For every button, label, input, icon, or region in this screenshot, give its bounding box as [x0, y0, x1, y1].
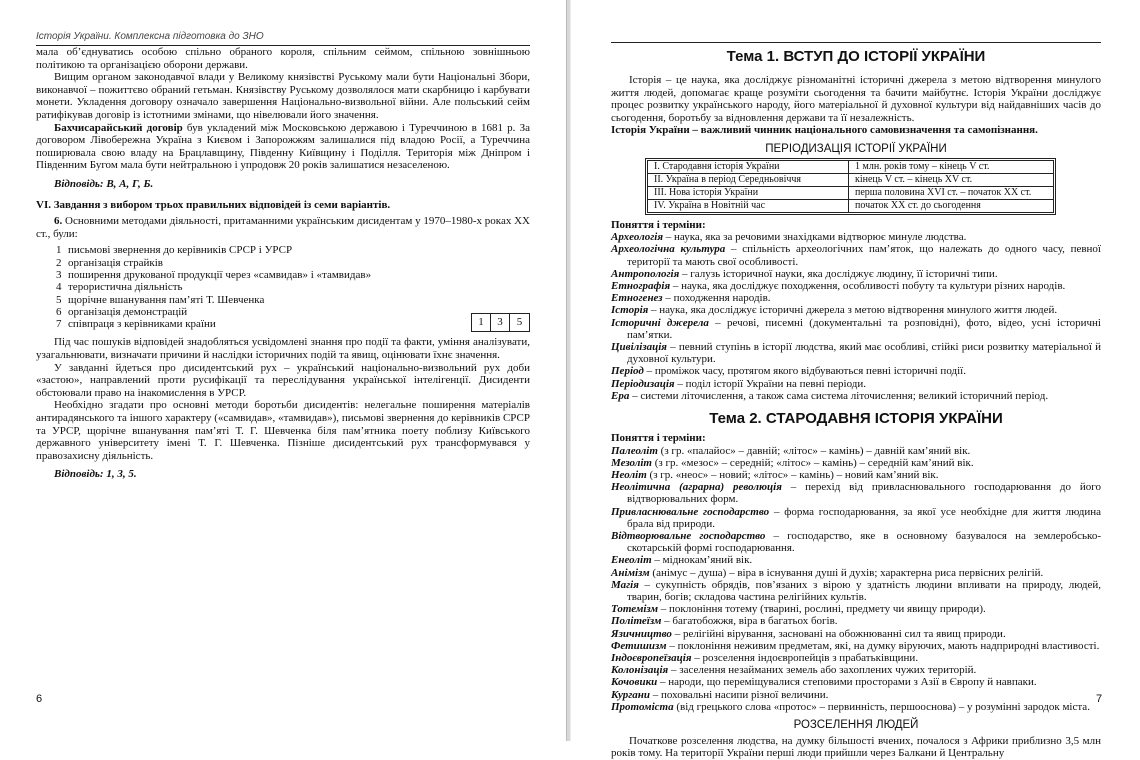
- term-word: Цивілізація: [611, 340, 667, 353]
- intro-bold: Історія України – важливий чинник національного самовизначення та самопізнання.: [611, 124, 1038, 137]
- term-entry: [611, 676, 1101, 688]
- section-heading: VI. Завдання з вибором трьох правильних відповідей із семи варіантів.: [36, 198, 391, 211]
- term-word: Магія: [611, 578, 639, 591]
- option-number: 3: [56, 268, 62, 281]
- answer-line: Відповідь: 1, 3, 5.: [54, 468, 137, 481]
- term-word: Колонізація: [611, 664, 669, 677]
- option-item: [56, 257, 530, 269]
- settlement-heading: РОЗСЕЛЕННЯ ЛЮДЕЙ: [793, 719, 919, 732]
- period-time: початок XX ст. до сьогодення: [849, 199, 1054, 212]
- term-word: Протоміста: [611, 700, 674, 713]
- term-definition: – форма господарювання, за якої усе необхідне для життя людина брала від природи.: [627, 505, 1101, 530]
- question-6: [36, 215, 530, 240]
- term-word: Кургани: [611, 688, 651, 701]
- term-definition: – міднокам’яний вік.: [651, 554, 753, 567]
- paragraph: Під час пошуків відповідей знадобляться усвідомлені знання про події та факти, уміння аналізувати, узагальнювати, визначати причини й наслідки історичних подій та явищ, оцінювати їхнє значення.: [36, 336, 530, 361]
- term-definition: – наука, яка досліджує історичні джерела з метою відтворення минулого життя людей.: [648, 304, 1058, 317]
- term-entry: [611, 481, 1101, 505]
- right-column: [611, 44, 1101, 760]
- term-definition: – наука, яка за речовими знахідками відтворює минуле людства.: [663, 231, 967, 244]
- paragraph: Початкове розселення людства, на думку більшості вчених, почалося з Африки приблизно 3,5 млн років тому. На території України перші люди прийшли через Балкани й Центральну: [611, 734, 1101, 760]
- term-word: Ера: [611, 389, 630, 402]
- term-entry: [611, 530, 1101, 554]
- term-word: Анімізм: [611, 566, 650, 579]
- term-word: Привласнювальне господарство: [611, 505, 770, 518]
- option-number: 4: [56, 281, 62, 294]
- term-definition: – релігійні вірування, засновані на обожнюванні сил та явищ природи.: [671, 627, 1006, 640]
- period-time: перша половина XVI ст. – початок XX ст.: [849, 186, 1054, 199]
- term-entry: [611, 231, 1101, 243]
- term-entry: [611, 292, 1101, 304]
- term-word: Антропологія: [611, 267, 680, 280]
- term-entry: [611, 378, 1101, 390]
- term-word: Етнографія: [611, 279, 671, 292]
- paragraph: мала об’єднуватись особою спільно обраного короля, спільним сеймом, спільною зовнішньою політикою та організацією оборони держави.: [36, 46, 530, 71]
- running-head: Історія України. Комплексна підготовка до ЗНО: [36, 31, 530, 46]
- option-item: [56, 306, 530, 318]
- term-word: Неолітична (аграрна) революція: [611, 481, 782, 494]
- question-number: 6.: [54, 215, 63, 228]
- term-entry: [611, 304, 1101, 316]
- term-word: Відтворювальне господарство: [611, 530, 766, 543]
- periodization-table: [647, 160, 1054, 213]
- term-entry: [611, 628, 1101, 640]
- term-definition: – походження народів.: [662, 292, 771, 305]
- term-definition: – перехід від привласнювального господарювання до його відтворювальних форм.: [627, 481, 1101, 506]
- term-entry: [611, 445, 1101, 457]
- term-entry: [611, 652, 1101, 664]
- terms-list: [611, 231, 1101, 402]
- answer-box-cell: 1: [472, 314, 491, 331]
- term-definition: (з гр. «неос» – новий; «літос» – камінь) – новий кам’яний вік.: [646, 469, 939, 481]
- option-text: терористична діяльність: [68, 281, 183, 294]
- term-entry: [611, 603, 1101, 615]
- term-definition: – розселення індоєвропейців з прабатьківщини.: [691, 652, 919, 665]
- term-definition: – народи, що переміщувалися степовими просторами з Азії в Європу й навпаки.: [657, 676, 1037, 689]
- term-entry: [611, 664, 1101, 676]
- periodization-heading: ПЕРІОДИЗАЦІЯ ІСТОРІЇ УКРАЇНИ: [765, 142, 947, 155]
- page-number: 7: [1096, 693, 1103, 705]
- term-word: Археологія: [611, 231, 664, 244]
- period-name: III. Нова історія України: [648, 186, 849, 199]
- options-list: [56, 244, 530, 330]
- left-page: [0, 0, 566, 741]
- term-entry: [611, 701, 1101, 713]
- option-number: 5: [56, 293, 62, 306]
- term-entry: [611, 469, 1101, 481]
- term-definition: – галузь історичної науки, яка досліджує людину, її історичні типи.: [679, 267, 998, 280]
- term-word: Політеїзм: [611, 615, 662, 628]
- term-entry: [611, 280, 1101, 292]
- option-item: [56, 244, 530, 256]
- term-definition: – поділ історії України на певні періоди.: [674, 377, 867, 390]
- term-entry: [611, 268, 1101, 280]
- term-definition: – проміжок часу, протягом якого відбуваються певні історичні події.: [643, 365, 966, 378]
- term-word: Тотемізм: [611, 603, 658, 616]
- answer-line: Відповідь: В, А, Г, Б.: [54, 177, 154, 190]
- term-word: Енеоліт: [611, 554, 652, 567]
- option-text: щорічне вшанування пам’яті Т. Шевченка: [68, 293, 265, 306]
- term-word: Кочовики: [611, 676, 658, 689]
- term-word: Фетишизм: [611, 639, 667, 652]
- term-definition: – заселення незайманих земель або захоплених чужих територій.: [668, 664, 977, 677]
- option-item: [56, 281, 530, 293]
- term-definition: – системи літочислення, а також сама система літочислення; великий історичний період.: [629, 389, 1049, 402]
- term-word: Язичництво: [611, 627, 672, 640]
- topic-title: Тема 1. ВСТУП ДО ІСТОРІЇ УКРАЇНИ: [726, 48, 986, 65]
- term-word: Етногенез: [611, 292, 663, 305]
- option-number: 1: [56, 244, 62, 257]
- term-entry: [611, 640, 1101, 652]
- term-entry: [611, 390, 1101, 402]
- period-time: 1 млн. років тому – кінець V ст.: [849, 160, 1054, 173]
- term-entry: [611, 341, 1101, 365]
- term-bakhchysarai: Бахчисарайський договір: [54, 121, 183, 134]
- answer-box: [471, 313, 530, 332]
- term-definition: – речові, писемні (документальні та розповідні), фото, відео, усні історичні пам’ятки.: [627, 316, 1101, 341]
- term-entry: [611, 579, 1101, 603]
- left-column: [36, 46, 530, 481]
- term-entry: [611, 554, 1101, 566]
- terms-heading: Поняття і терміни:: [611, 432, 706, 444]
- paragraph: Вищим органом законодавчої влади у Великому князівстві Руському мали бути Національні Збори, виконавчої – пожиттєво обраний гетьман. Князівству Руському дозволялося мати скарбницю і карбувати монети. Укладення договору означало завершення Національно-визвольної війни. Але польський сейм ратифікував договір із істотними змінами, що нівелювали його значення.: [36, 71, 530, 121]
- term-definition: – спільність археологічних пам’яток, що належать до одного часу, певної території та мають свої особливості.: [627, 243, 1101, 268]
- term-entry: [611, 567, 1101, 579]
- option-number: 2: [56, 256, 62, 269]
- table-row: [648, 186, 1054, 199]
- terms-heading: Поняття і терміни:: [611, 218, 706, 231]
- paragraph: Необхідно згадати про основні методи боротьби дисидентів: нелегальне поширення матеріалів антирадянського та іншого характеру («самвидав», «тамвидав»), письмові звернення до керівників СРСР та УРСР, щорічне вшанування пам’яті Т. Г. Шевченка біля пам’ятника поету поблизу Київського державного університету імені Т. Г. Шевченка. Пізніше дисидентський рух трансформувався у правозахисну діяльність.: [36, 399, 530, 462]
- right-page: [571, 0, 1140, 760]
- option-item: [56, 294, 530, 306]
- option-text: поширення друкованої продукції через «самвидав» і «тамвидав»: [68, 268, 372, 281]
- table-row: [648, 173, 1054, 186]
- terms-list: [611, 445, 1101, 713]
- table-row: [648, 199, 1054, 212]
- period-name: IV. Україна в Новітній час: [648, 199, 849, 212]
- period-time: кінець V ст. – кінець XV ст.: [849, 173, 1054, 186]
- option-item: [56, 269, 530, 281]
- period-name: II. Україна в період Середньовіччя: [648, 173, 849, 186]
- term-definition: – наука, яка досліджує походження, особливості побуту та культури різних народів.: [670, 279, 1066, 292]
- term-definition: – поховальні насипи різної величини.: [650, 688, 829, 701]
- term-definition: – багатобожжя, віра в багатьох богів.: [661, 615, 838, 628]
- answer-box-cell: 5: [516, 316, 523, 329]
- term-entry: [611, 365, 1101, 377]
- question-text: Основними методами діяльності, притаманними українським дисидентам у 1970–1980-х роках XX ст., були:: [36, 215, 530, 240]
- term-word: Період: [611, 365, 644, 378]
- term-definition: (з гр. «мезос» – середній; «літос» – камінь) – середній кам’яний вік.: [652, 456, 974, 469]
- intro-paragraph: Історія – це наука, яка досліджує різноманітні історичні джерела з метою відтворення минулого життя людей, допомагає краще розуміти сьогодення та бачити майбутнє. Історія України досліджує процес розвитку українського народу, його матеріальної й духовної культури від найдавніших часів до сьогодення, боротьбу за відновлення держави та її незалежність.: [611, 74, 1101, 124]
- option-item: [56, 318, 530, 330]
- term-entry: [611, 243, 1101, 267]
- period-name: I. Стародавня історія України: [648, 160, 849, 173]
- term-definition: – поклоніння тотему (тварині, рослині, предмету чи явищу природи).: [658, 603, 986, 616]
- term-entry: [611, 506, 1101, 530]
- term-word: Палеоліт: [611, 444, 658, 457]
- term-entry: [611, 615, 1101, 627]
- page-number: 6: [36, 693, 43, 705]
- option-number: 6: [56, 305, 62, 318]
- term-word: Мезоліт: [611, 456, 652, 469]
- paragraph-text: був укладений між Московською державою і Туреччиною в 1681 р. За договором Лівобережна Україна з Києвом і Запорожжям залишалися під владою Росії, а Туреччина поширювала свою владу на Брацлавщину, Південну Київщину і Поділля. Територія між Дніпром і Південним Бугом мала бути нейтральною і упродовж 20 років залишатися незаселеною.: [36, 121, 530, 172]
- term-entry: [611, 317, 1101, 341]
- term-word: Історичні джерела: [611, 316, 709, 329]
- answer-box-cell: 3: [491, 314, 510, 331]
- paragraph: У завданні йдеться про дисидентський рух – український національно-визвольний рух доби «застою», направлений проти русифікації та переслідування української інтелігенції. Дисиденти обстоювали право на інакомислення в УРСР.: [36, 361, 530, 399]
- term-definition: (з гр. «палайос» – давній; «літос» – камінь) – давній кам’яний вік.: [657, 444, 971, 457]
- term-definition: – певний ступінь в історії людства, який має особливі, стійкі риси розвитку матеріальної й духовної культури.: [627, 340, 1101, 366]
- term-definition: – сукупність обрядів, пов’язаних з вірою у здатність людини впливати на природу, людей, тварин, богів; складова частина релігійних культів.: [627, 578, 1101, 604]
- term-definition: – господарство, яке в основному базувалося на землеробсько-скотарській формі господарювання.: [627, 530, 1101, 555]
- term-word: Періодизація: [611, 377, 675, 390]
- term-word: Археологічна культура: [611, 243, 726, 256]
- term-word: Історія: [611, 304, 649, 317]
- term-entry: [611, 689, 1101, 701]
- table-row: [648, 160, 1054, 173]
- topic-title: Тема 2. СТАРОДАВНЯ ІСТОРІЯ УКРАЇНИ: [709, 410, 1003, 427]
- paragraph: [36, 122, 530, 172]
- term-definition: (анімус – душа) – віра в існування душі й духів; характерна риса первісних релігій.: [649, 566, 1044, 579]
- option-number: 7: [56, 318, 62, 331]
- option-text: співпраця з керівниками країни: [68, 318, 216, 331]
- term-entry: [611, 457, 1101, 469]
- header-rule: [611, 42, 1101, 43]
- option-text: організація демонстрацій: [68, 305, 188, 318]
- option-text: організація страйків: [68, 256, 164, 269]
- term-word: Неоліт: [611, 469, 647, 481]
- option-text: письмові звернення до керівників СРСР і УРСР: [68, 244, 293, 257]
- term-definition: (від грецького слова «протос» – первинність, першооснова) – у розумінні зародок міста.: [673, 700, 1090, 713]
- term-word: Індоєвропеїзація: [611, 652, 692, 665]
- term-definition: – поклоніння неживим предметам, які, на думку віруючих, мають надприродні властивості.: [666, 639, 1100, 652]
